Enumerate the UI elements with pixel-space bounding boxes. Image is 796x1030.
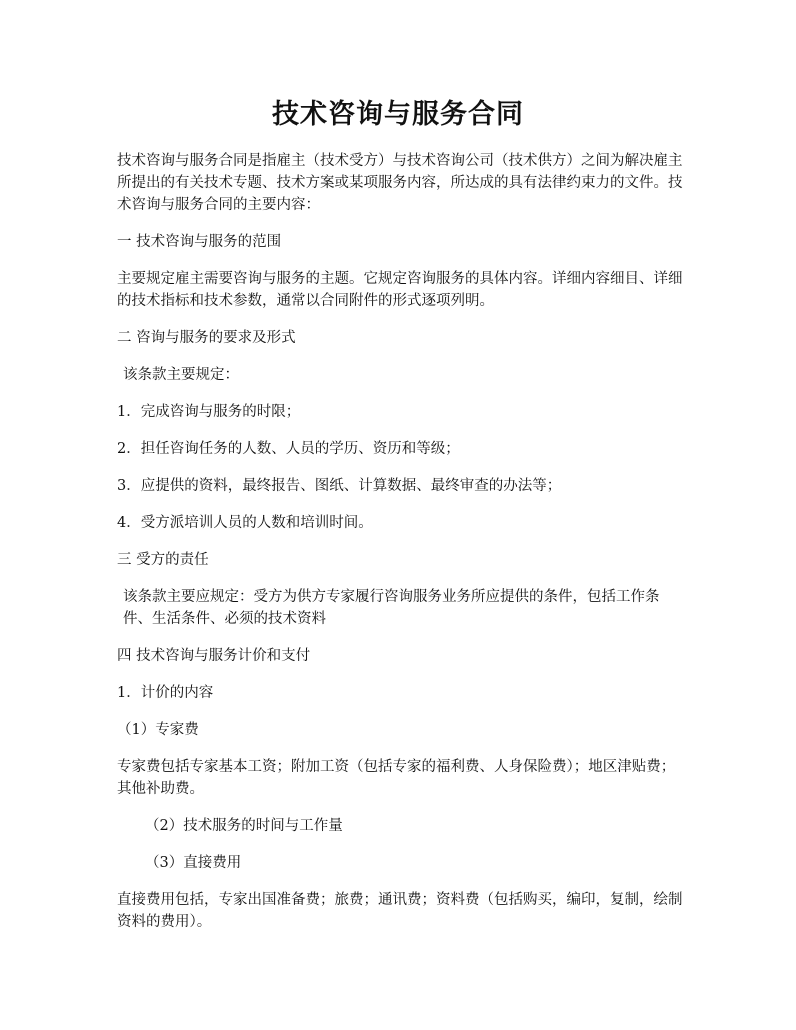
sub-item-direct-cost: （3）直接费用 — [145, 855, 242, 871]
document-title: 技术咨询与服务合同 — [272, 99, 524, 130]
subsection-heading-1: 1．计价的内容 — [117, 685, 214, 701]
list-item-3: 3．应提供的资料，最终报告、图纸、计算数据、最终审查的办法等； — [117, 478, 562, 494]
sub-item-service-time: （2）技术服务的时间与工作量 — [145, 818, 343, 834]
paragraph-intro: 技术咨询与服务合同是指雇主（技术受方）与技术咨询公司（技术供方）之间为解决雇主所提出的有关技术专题、技术方案或某项服务内容，所达成的具有法律约束力的文件。技术咨询与服务合同的主要内容： — [117, 153, 683, 213]
list-item-2: 2．担任咨询任务的人数、人员的学历、资历和等级； — [117, 441, 460, 457]
paragraph-scope: 主要规定雇主需要咨询与服务的主题。它规定咨询服务的具体内容。详细内容细目、详细的技术指标和技术参数，通常以合同附件的形式逐项列明。 — [117, 271, 683, 309]
paragraph-clause-intro: 该条款主要规定： — [123, 367, 239, 383]
document-body — [117, 150, 685, 948]
sub-item-expert-fee: （1）专家费 — [117, 722, 199, 738]
section-heading-1: 一 技术咨询与服务的范围 — [117, 234, 282, 250]
section-heading-4: 四 技术咨询与服务计价和支付 — [117, 648, 311, 664]
list-item-1: 1．完成咨询与服务的时限； — [117, 404, 301, 420]
section-heading-2: 二 咨询与服务的要求及形式 — [117, 330, 296, 346]
paragraph-direct-cost: 直接费用包括，专家出国准备费；旅费；通讯费；资料费（包括购买，编印，复制，绘制资料的费用）。 — [117, 892, 683, 930]
list-item-4: 4．受方派培训人员的人数和培训时间。 — [117, 515, 373, 531]
section-heading-3: 三 受方的责任 — [117, 552, 209, 568]
paragraph-expert-fee: 专家费包括专家基本工资；附加工资（包括专家的福利费、人身保险费）；地区津贴费；其他补助费。 — [117, 759, 676, 797]
paragraph-responsibility: 该条款主要应规定：受方为供方专家履行咨询服务业务所应提供的条件，包括工作条 件、生活条件、必须的技术资料 — [123, 589, 660, 627]
